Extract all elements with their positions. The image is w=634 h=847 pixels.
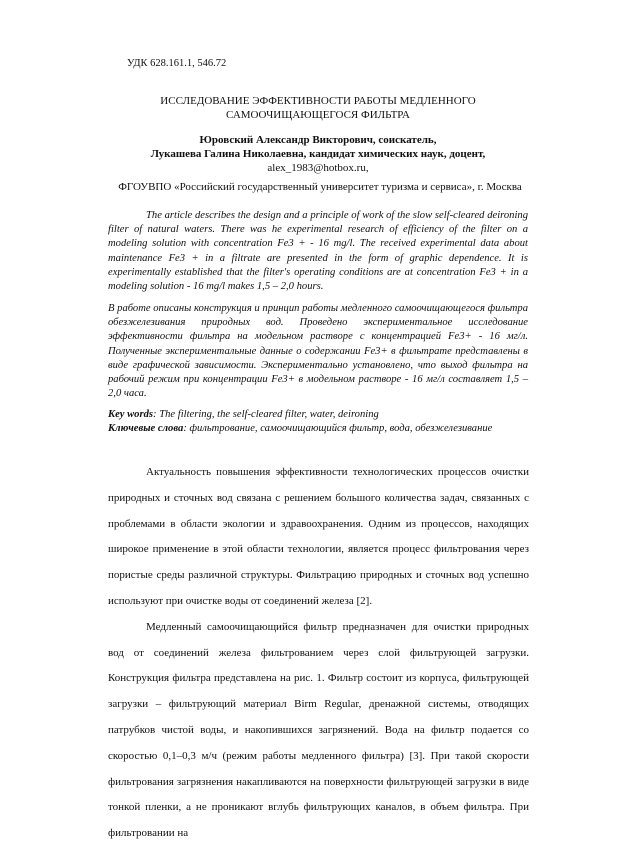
keywords-russian (108, 422, 528, 436)
keywords-ru-label: Ключевые слова (108, 423, 184, 435)
authors-block (108, 133, 528, 175)
keywords-english (108, 408, 528, 422)
author-email: alex_1983@hotbox.ru, (267, 162, 369, 174)
author-1: Юровский Александр Викторович, соискатель, (199, 134, 437, 146)
udk-code: УДК 628.161.1, 546.72 (127, 58, 227, 69)
keywords-block (108, 408, 528, 436)
paper-title (108, 94, 528, 122)
author-2: Лукашева Галина Николаевна, кандидат химических наук, доцент, (150, 148, 486, 160)
body-paragraph-2: Медленный самоочищающийся фильтр предназначен для очистки природных вод от соединений железа фильтрованием через слой фильтрующей загрузки. Конструкция фильтра представлена на рис. 1. Фильтр состоит из корпуса, фильтрующей загрузки – фильтрующий материал Birm Regular, дренажной системы, отводящих патрубков чистой воды, и накопившихся загрязнений. Вода на фильтр подается со скоростью 0,1–0,3 м/ч (режим работы медленного фильтра) [3]. При такой скорости фильтрования загрязнения накапливаются на поверхности фильтрующей загрузки в виде тонкой пленки, а не проникают вглубь фильтрующих каналов, в объем фильтра. При фильтровании на (108, 620, 529, 840)
body-text (108, 460, 529, 847)
title-line-1: ИССЛЕДОВАНИЕ ЭФФЕКТИВНОСТИ РАБОТЫ МЕДЛЕННОГО (160, 95, 476, 107)
keywords-en-text: : The filtering, the self-cleared filter, water, deironing (153, 409, 379, 420)
keywords-ru-text: : фильтрование, самоочищающийся фильтр, вода, обезжелезивание (183, 423, 493, 435)
keywords-en-label: Key words (108, 409, 154, 420)
title-line-2: САМООЧИЩАЮЩЕГОСЯ ФИЛЬТРА (226, 109, 410, 121)
body-paragraph-1: Актуальность повышения эффективности технологических процессов очистки природных и сточных вод связана с решением большого количества задач, связанных с проблемами в области экологии и здравоохранения. Одним из процессов, находящих широкое применение в этой области технологии, является процесс фильтрования через пористые среды различной структуры. Фильтрацию природных и сточных вод успешно используют при очистке воды от соединений железа [2]. (108, 466, 529, 607)
affiliation: ФГОУВПО «Российский государственный университет туризма и сервиса», г. Москва (118, 181, 522, 193)
abstract-english: The article describes the design and a principle of work of the slow self-cleared deironing filter of natural waters. There was he experimental research of efficiency of the filter on a modeling solution with concentration Fe3 + - 16 mg/l. The received experimental data about maintenance Fe3 + in a filtrate are presented in the form of graphic dependence. It is experimentally established that the filter's operating conditions are at concentration Fe3 + in a modeling solution - 16 mg/l makes 1,5 – 2,0 hours. (108, 210, 528, 293)
abstract-russian: В работе описаны конструкция и принцип работы медленного самоочищающегося фильтра обезжелезивания природных вод. Проведено экспериментальное исследование эффективности фильтра на модельном растворе с концентрацией Fe3+ - 16 мг/л. Полученные экспериментальные данные о содержании Fe3+ в фильтрате представлены в виде графической зависимости. Экспериментально установлено, что выход фильтра на рабочий режим при концентрации Fe3+ в модельном растворе - 16 мг/л составляет 1,5 – 2,0 часа. (108, 303, 528, 400)
